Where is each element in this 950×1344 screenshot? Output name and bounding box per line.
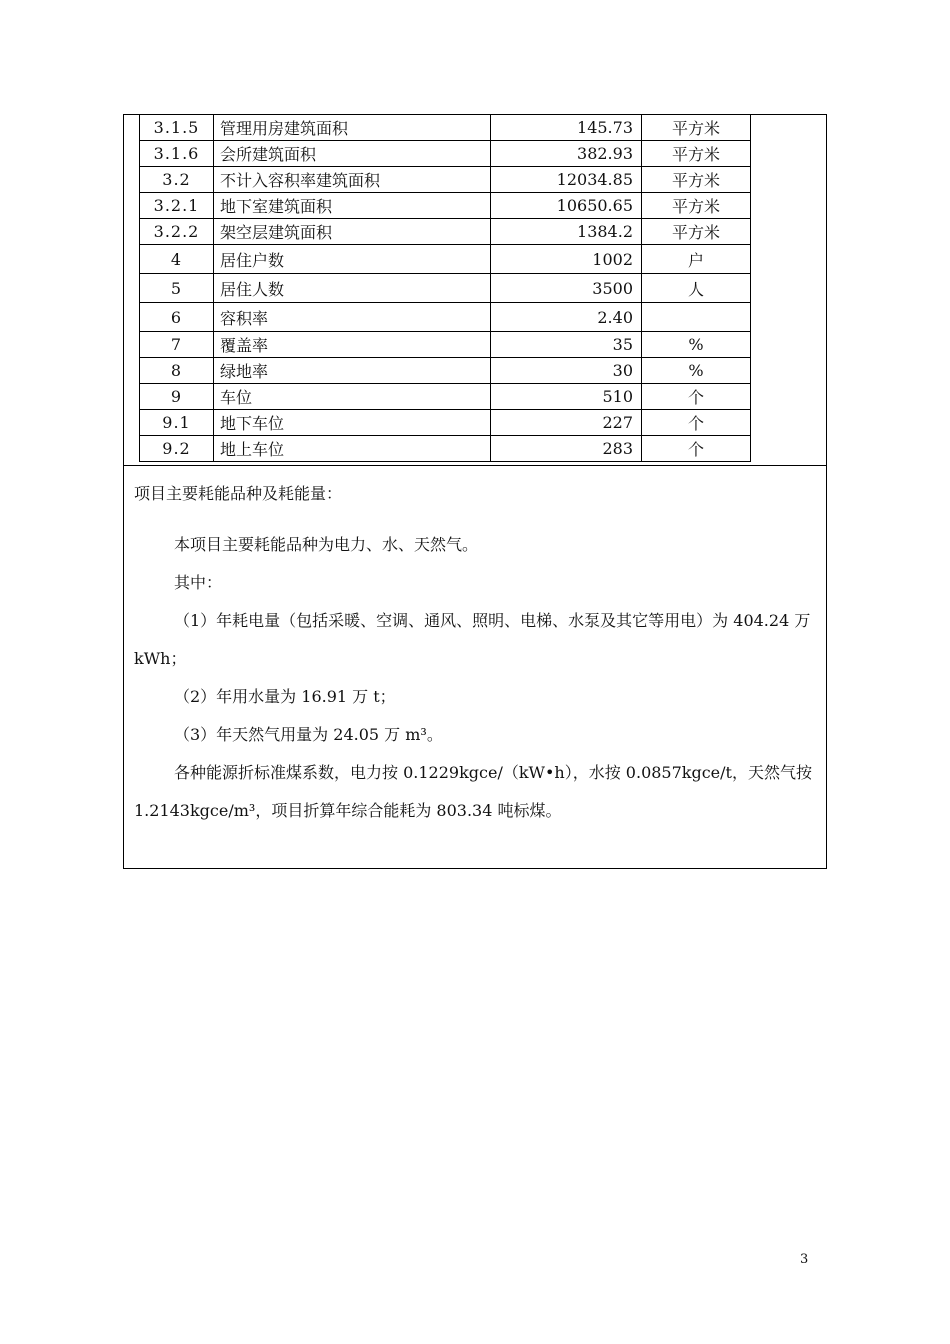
row-name: 绿地率	[214, 358, 491, 384]
row-value: 12034.85	[491, 167, 642, 193]
row-name: 居住人数	[214, 274, 491, 303]
table-row	[140, 274, 751, 303]
energy-paragraph-4: （2）年用水量为 16.91 万 t；	[174, 687, 396, 706]
row-value: 10650.65	[491, 193, 642, 219]
row-name: 会所建筑面积	[214, 141, 491, 167]
document-frame	[123, 114, 827, 869]
row-value: 283	[491, 436, 642, 462]
row-index: 3.2	[140, 167, 214, 193]
energy-paragraph-3: （1）年耗电量（包括采暖、空调、通风、照明、电梯、水泵及其它等用电）为 404.24 万 kWh；	[134, 611, 811, 668]
row-index: 3.1.6	[140, 141, 214, 167]
row-index: 3.2.2	[140, 219, 214, 245]
row-unit: 个	[642, 436, 751, 462]
row-unit: 户	[642, 245, 751, 274]
row-name: 地下车位	[214, 410, 491, 436]
table-row	[140, 141, 751, 167]
energy-paragraph-5: （3）年天然气用量为 24.05 万 m³。	[174, 725, 443, 744]
table-row	[140, 219, 751, 245]
row-unit	[642, 303, 751, 332]
page-number: 3	[800, 1252, 809, 1267]
indicator-table	[139, 114, 751, 462]
row-name: 地下室建筑面积	[214, 193, 491, 219]
energy-paragraph-6: 各种能源折标准煤系数，电力按 0.1229kgce/（kW•h），水按 0.0857kgce/t，天然气按 1.2143kgce/m³，项目折算年综合能耗为 803.34 吨标煤。	[134, 763, 812, 820]
row-value: 1384.2	[491, 219, 642, 245]
row-name: 不计入容积率建筑面积	[214, 167, 491, 193]
table-row	[140, 167, 751, 193]
row-value: 510	[491, 384, 642, 410]
energy-paragraph-2: 其中：	[174, 573, 223, 592]
row-unit: 平方米	[642, 141, 751, 167]
table-row	[140, 332, 751, 358]
energy-section	[134, 481, 814, 830]
row-unit: 平方米	[642, 167, 751, 193]
row-index: 7	[140, 332, 214, 358]
table-row	[140, 115, 751, 141]
row-unit: 平方米	[642, 193, 751, 219]
row-unit: 个	[642, 410, 751, 436]
row-value: 1002	[491, 245, 642, 274]
row-index: 6	[140, 303, 214, 332]
row-name: 地上车位	[214, 436, 491, 462]
row-unit: 个	[642, 384, 751, 410]
table-row	[140, 436, 751, 462]
row-name: 容积率	[214, 303, 491, 332]
energy-heading: 项目主要耗能品种及耗能量：	[134, 484, 343, 503]
row-unit: %	[642, 358, 751, 384]
table-row	[140, 384, 751, 410]
table-row	[140, 410, 751, 436]
row-value: 145.73	[491, 115, 642, 141]
indicator-table-body	[140, 115, 751, 462]
row-index: 3.2.1	[140, 193, 214, 219]
row-index: 8	[140, 358, 214, 384]
row-index: 9.2	[140, 436, 214, 462]
row-unit: 平方米	[642, 219, 751, 245]
row-value: 35	[491, 332, 642, 358]
row-index: 3.1.5	[140, 115, 214, 141]
energy-paragraph-1: 本项目主要耗能品种为电力、水、天然气。	[174, 535, 479, 554]
table-row	[140, 193, 751, 219]
section-divider	[124, 465, 826, 466]
row-name: 车位	[214, 384, 491, 410]
row-unit: 人	[642, 274, 751, 303]
row-index: 4	[140, 245, 214, 274]
table-row	[140, 358, 751, 384]
row-index: 5	[140, 274, 214, 303]
row-name: 管理用房建筑面积	[214, 115, 491, 141]
row-index: 9.1	[140, 410, 214, 436]
row-name: 覆盖率	[214, 332, 491, 358]
row-unit: 平方米	[642, 115, 751, 141]
row-value: 3500	[491, 274, 642, 303]
row-name: 居住户数	[214, 245, 491, 274]
row-name: 架空层建筑面积	[214, 219, 491, 245]
row-value: 30	[491, 358, 642, 384]
row-value: 2.40	[491, 303, 642, 332]
table-row	[140, 245, 751, 274]
row-value: 227	[491, 410, 642, 436]
row-value: 382.93	[491, 141, 642, 167]
row-index: 9	[140, 384, 214, 410]
row-unit: %	[642, 332, 751, 358]
table-row	[140, 303, 751, 332]
